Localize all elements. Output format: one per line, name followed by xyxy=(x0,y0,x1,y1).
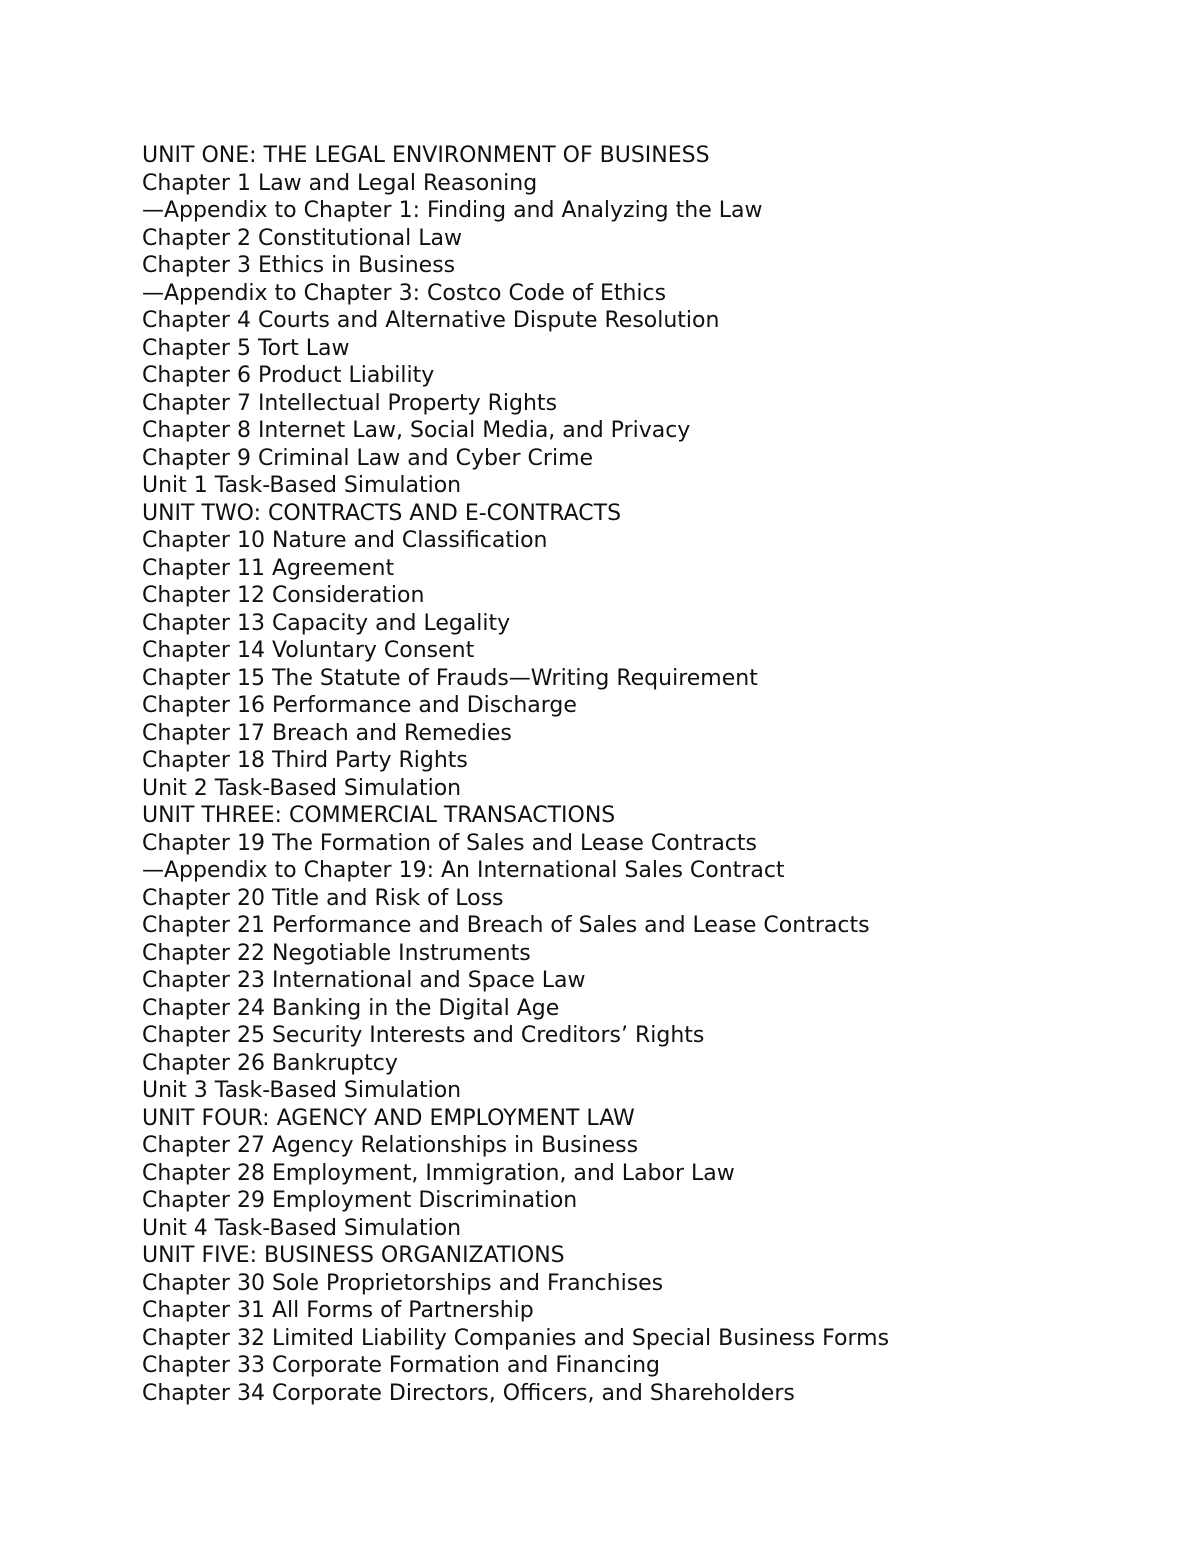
chapter-line: Chapter 7 Intellectual Property Rights xyxy=(142,390,558,416)
chapter-line: Chapter 19 The Formation of Sales and Lease Contracts xyxy=(142,830,757,856)
unit-heading: UNIT FIVE: BUSINESS ORGANIZATIONS xyxy=(142,1243,565,1268)
unit-heading: UNIT FOUR: AGENCY AND EMPLOYMENT LAW xyxy=(142,1105,635,1131)
chapter-line: Chapter 1 Law and Legal Reasoning xyxy=(142,170,538,196)
chapter-line: Chapter 26 Bankruptcy xyxy=(142,1050,398,1076)
unit-heading: UNIT ONE: THE LEGAL ENVIRONMENT OF BUSINESS xyxy=(142,143,710,168)
chapter-line: Chapter 21 Performance and Breach of Sales and Lease Contracts xyxy=(142,913,870,938)
chapter-line: Chapter 17 Breach and Remedies xyxy=(142,720,512,746)
task-simulation-line: Unit 3 Task-Based Simulation xyxy=(142,1078,462,1103)
chapter-line: Chapter 24 Banking in the Digital Age xyxy=(142,995,560,1021)
chapter-line: Chapter 20 Title and Risk of Loss xyxy=(142,885,504,911)
chapter-line: Chapter 6 Product Liability xyxy=(142,363,435,388)
appendix-line: —Appendix to Chapter 3: Costco Code of Ethics xyxy=(142,280,667,306)
chapter-line: Chapter 31 All Forms of Partnership xyxy=(142,1298,534,1323)
chapter-line: Chapter 22 Negotiable Instruments xyxy=(142,940,531,966)
chapter-line: Chapter 23 International and Space Law xyxy=(142,968,586,993)
chapter-line: Chapter 33 Corporate Formation and Financing xyxy=(142,1353,660,1378)
chapter-line: Chapter 11 Agreement xyxy=(142,555,395,581)
chapter-line: Chapter 5 Tort Law xyxy=(142,335,350,361)
chapter-line: Chapter 18 Third Party Rights xyxy=(142,748,468,773)
chapter-line: Chapter 25 Security Interests and Creditors’ Rights xyxy=(142,1023,705,1048)
chapter-line: Chapter 30 Sole Proprietorships and Franchises xyxy=(142,1270,664,1296)
chapter-line: Chapter 16 Performance and Discharge xyxy=(142,693,577,718)
chapter-line: Chapter 13 Capacity and Legality xyxy=(142,610,511,636)
chapter-line: Chapter 8 Internet Law, Social Media, and Privacy xyxy=(142,418,691,443)
chapter-line: Chapter 27 Agency Relationships in Business xyxy=(142,1133,639,1158)
chapter-line: Chapter 4 Courts and Alternative Dispute Resolution xyxy=(142,308,720,333)
chapter-line: Chapter 2 Constitutional Law xyxy=(142,225,462,251)
chapter-line: Chapter 9 Criminal Law and Cyber Crime xyxy=(142,445,594,471)
chapter-line: Chapter 14 Voluntary Consent xyxy=(142,638,475,663)
chapter-line: Chapter 29 Employment Discrimination xyxy=(142,1188,578,1213)
task-simulation-line: Unit 1 Task-Based Simulation xyxy=(142,473,462,498)
chapter-line: Chapter 3 Ethics in Business xyxy=(142,253,456,278)
table-of-contents xyxy=(142,142,1142,1407)
chapter-line: Chapter 15 The Statute of Frauds—Writing Requirement xyxy=(142,665,758,691)
chapter-line: Chapter 12 Consideration xyxy=(142,583,425,608)
chapter-line: Chapter 10 Nature and Classification xyxy=(142,528,548,553)
appendix-line: —Appendix to Chapter 19: An International Sales Contract xyxy=(142,858,785,883)
chapter-line: Chapter 28 Employment, Immigration, and Labor Law xyxy=(142,1160,735,1186)
task-simulation-line: Unit 4 Task-Based Simulation xyxy=(142,1215,462,1241)
task-simulation-line: Unit 2 Task-Based Simulation xyxy=(142,775,462,801)
chapter-line: Chapter 34 Corporate Directors, Officers, and Shareholders xyxy=(142,1380,795,1406)
unit-heading: UNIT THREE: COMMERCIAL TRANSACTIONS xyxy=(142,803,616,828)
chapter-line: Chapter 32 Limited Liability Companies and Special Business Forms xyxy=(142,1325,890,1351)
appendix-line: —Appendix to Chapter 1: Finding and Analyzing the Law xyxy=(142,198,763,223)
unit-heading: UNIT TWO: CONTRACTS AND E-CONTRACTS xyxy=(142,500,622,526)
